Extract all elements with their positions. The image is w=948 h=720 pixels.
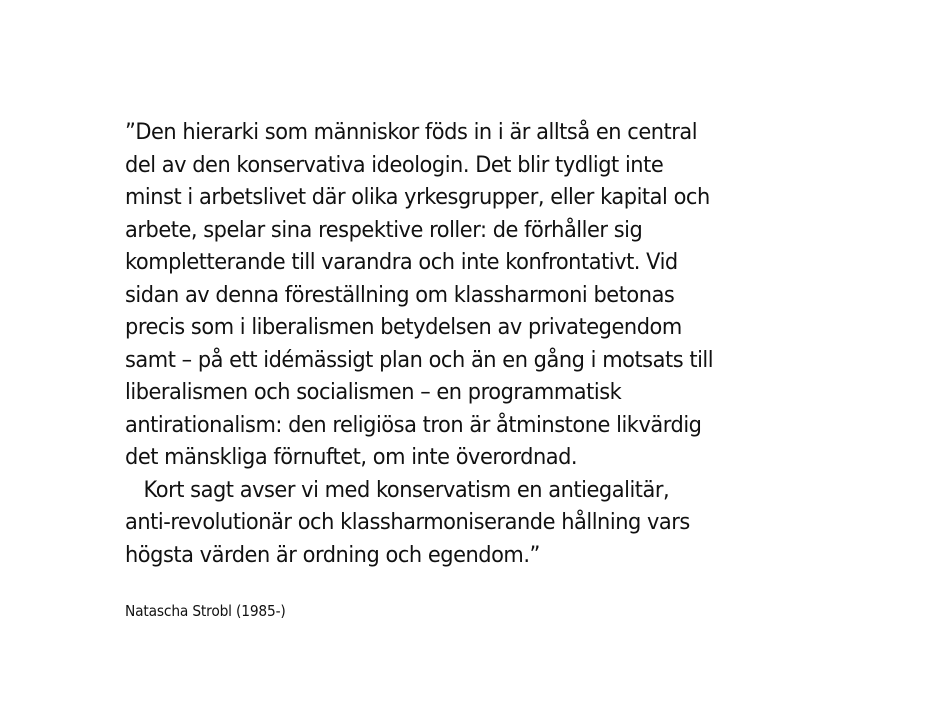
- quote-line: samt – på ett idémässigt plan och än en gång i motsats till: [125, 346, 714, 373]
- quote-line: sidan av denna föreställning om klassharmoni betonas: [125, 281, 675, 308]
- quote-line: det mänskliga förnuftet, om inte överordnad.: [125, 444, 578, 470]
- quote-line: arbete, spelar sina respektive roller: de förhåller sig: [125, 216, 643, 243]
- quote-line: högsta värden är ordning och egendom.”: [125, 541, 540, 568]
- quote-line: Kort sagt avser vi med konservatism en antiegalitär,: [125, 476, 670, 503]
- quote-line: anti-revolutionär och klassharmoniserande hållning vars: [125, 509, 690, 535]
- quote-line: precis som i liberalismen betydelsen av privategendom: [125, 314, 682, 340]
- quote-line: liberalismen och socialismen – en programmatisk: [125, 379, 622, 405]
- quote-text: [125, 116, 845, 571]
- quote-attribution: Natascha Strobl (1985-): [125, 602, 286, 620]
- quote-line: ”Den hierarki som människor föds in i är alltså en central: [125, 119, 698, 145]
- quote-line: del av den konservativa ideologin. Det blir tydligt inte: [125, 151, 664, 178]
- quote-line: kompletterande till varandra och inte konfrontativt. Vid: [125, 249, 678, 275]
- quote-line: antirationalism: den religiösa tron är åtminstone likvärdig: [125, 411, 702, 438]
- quote-line: minst i arbetslivet där olika yrkesgrupper, eller kapital och: [125, 184, 710, 210]
